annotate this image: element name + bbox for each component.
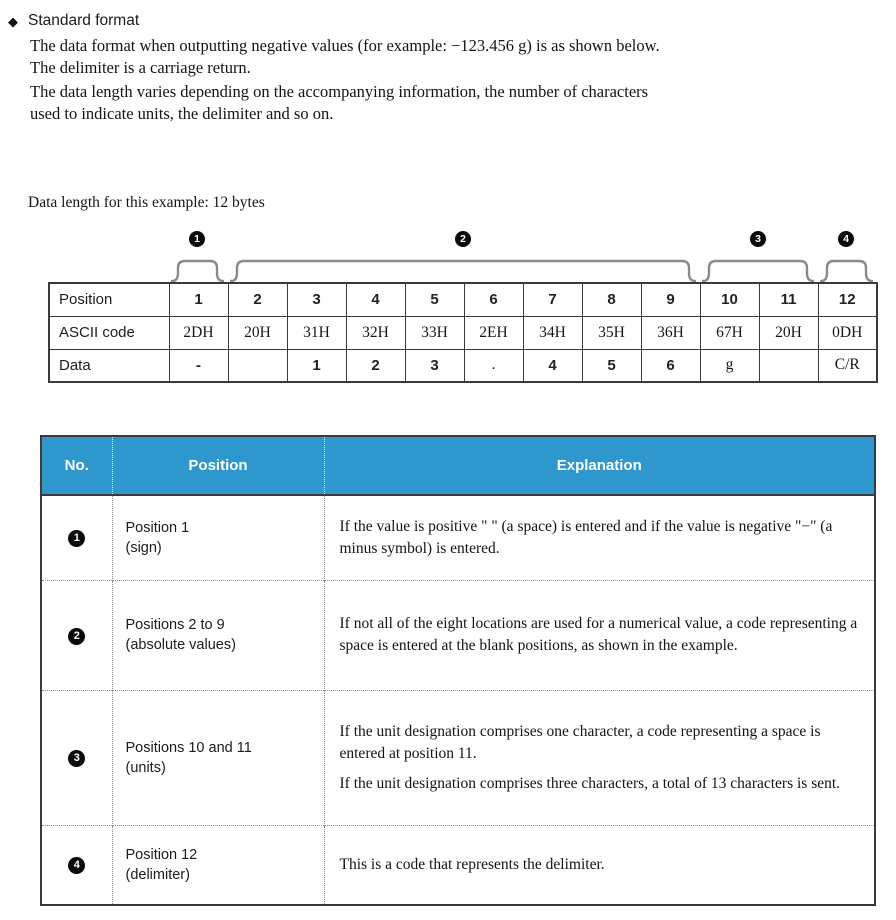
position-cell: 6 xyxy=(464,283,523,316)
group-2-badge: 2 xyxy=(455,231,471,247)
intro-paragraph-1 xyxy=(30,35,660,79)
ascii-cell: 20H xyxy=(228,316,287,349)
explanation-header-row xyxy=(42,437,874,495)
ascii-cell: 31H xyxy=(287,316,346,349)
position-row xyxy=(49,283,877,316)
group-1-badge: 1 xyxy=(189,231,205,247)
paragraph-line: The data format when outputting negative values (for example: −123.456 g) is as shown below. xyxy=(30,36,660,55)
circled-number-badge: 3 xyxy=(68,750,85,767)
position-cell: 11 xyxy=(759,283,818,316)
position-cell: 12 xyxy=(818,283,877,316)
position-desc-cell xyxy=(112,690,324,825)
ascii-cell: 36H xyxy=(641,316,700,349)
explanation-text: If the unit designation comprises one character, a code representing a space is entered at position 11. xyxy=(339,722,821,762)
position-cell: 5 xyxy=(405,283,464,316)
data-cell: C/R xyxy=(818,349,877,382)
table-row xyxy=(42,690,874,825)
position-line: (sign) xyxy=(125,539,162,556)
data-cell: 3 xyxy=(405,349,464,382)
ascii-cell: 20H xyxy=(759,316,818,349)
position-line: Position 12 xyxy=(125,846,198,863)
ascii-cell: 2EH xyxy=(464,316,523,349)
ascii-cell: 0DH xyxy=(818,316,877,349)
position-line: Positions 10 and 11 xyxy=(125,739,252,756)
table-row xyxy=(42,580,874,690)
position-cell: 7 xyxy=(523,283,582,316)
paragraph-line: The data length varies depending on the accompanying information, the number of characters xyxy=(30,82,649,101)
position-cell: 3 xyxy=(287,283,346,316)
row-label: Position xyxy=(49,283,169,316)
explanation-cell xyxy=(324,825,874,904)
row-number-cell xyxy=(42,495,112,580)
position-line: (absolute values) xyxy=(125,637,236,653)
row-label: Data xyxy=(49,349,169,382)
column-header-explanation: Explanation xyxy=(324,437,874,495)
data-cell: 5 xyxy=(582,349,641,382)
position-line: (delimiter) xyxy=(125,866,190,883)
explanation-text: This is a code that represents the delimiter. xyxy=(339,855,605,873)
position-cell: 2 xyxy=(228,283,287,316)
table-row xyxy=(42,495,874,580)
data-cell: 2 xyxy=(346,349,405,382)
data-row xyxy=(49,349,877,382)
circled-number-badge: 4 xyxy=(68,857,85,874)
explanation-cell xyxy=(324,580,874,690)
row-number-cell xyxy=(42,690,112,825)
position-line: Position 1 xyxy=(125,519,190,536)
explanation-text: If not all of the eight locations are used for a numerical value, a code representing a space is entered at the blank positions, as shown in the example. xyxy=(339,615,858,654)
paragraph-line: used to indicate units, the delimiter and so on. xyxy=(30,104,334,123)
row-number-cell xyxy=(42,825,112,904)
position-desc-cell xyxy=(112,495,324,580)
column-header-position: Position xyxy=(112,437,324,495)
ascii-cell: 34H xyxy=(523,316,582,349)
group-4-bracket-icon xyxy=(820,253,873,284)
data-cell: 4 xyxy=(523,349,582,382)
ascii-cell: 33H xyxy=(405,316,464,349)
position-cell: 9 xyxy=(641,283,700,316)
position-cell: 10 xyxy=(700,283,759,316)
position-cell: 4 xyxy=(346,283,405,316)
position-cell: 1 xyxy=(169,283,228,316)
data-length-note: Data length for this example: 12 bytes xyxy=(28,194,265,211)
data-cell: g xyxy=(700,349,759,382)
diamond-bullet-icon: ◆ xyxy=(8,13,18,29)
position-cell: 8 xyxy=(582,283,641,316)
explanation-cell xyxy=(324,690,874,825)
explanation-table-frame xyxy=(40,435,876,906)
position-desc-cell xyxy=(112,580,324,690)
ascii-code-row xyxy=(49,316,877,349)
position-line: Positions 2 to 9 xyxy=(125,617,225,633)
section-heading xyxy=(8,12,139,30)
ascii-cell: 32H xyxy=(346,316,405,349)
data-cell: 1 xyxy=(287,349,346,382)
ascii-cell: 35H xyxy=(582,316,641,349)
group-2-bracket-icon xyxy=(230,253,696,284)
circled-number-badge: 2 xyxy=(68,628,85,645)
data-cell xyxy=(228,349,287,382)
circled-number-badge: 1 xyxy=(68,530,85,547)
row-number-cell xyxy=(42,580,112,690)
group-1-bracket-icon xyxy=(171,253,224,284)
explanation-cell xyxy=(324,495,874,580)
ascii-cell: 2DH xyxy=(169,316,228,349)
row-label: ASCII code xyxy=(49,316,169,349)
paragraph-line: The delimiter is a carriage return. xyxy=(30,58,251,77)
group-4-badge: 4 xyxy=(838,231,854,247)
ascii-format-table xyxy=(48,282,878,383)
intro-paragraph-2 xyxy=(30,81,648,125)
column-header-no: No. xyxy=(42,437,112,495)
section-title: Standard format xyxy=(28,12,140,29)
explanation-text: If the value is positive " " (a space) is entered and if the value is negative "−" (a minus symbol) is entered. xyxy=(339,517,833,557)
explanation-text: If the unit designation comprises three characters, a total of 13 characters is sent. xyxy=(339,774,841,792)
ascii-cell: 67H xyxy=(700,316,759,349)
data-cell: - xyxy=(169,349,228,382)
group-bracket-diagram xyxy=(48,228,876,284)
group-3-badge: 3 xyxy=(750,231,766,247)
position-line: (units) xyxy=(125,759,166,776)
explanation-table xyxy=(42,437,874,904)
data-cell: . xyxy=(464,349,523,382)
data-cell: 6 xyxy=(641,349,700,382)
group-3-bracket-icon xyxy=(702,253,814,284)
position-desc-cell xyxy=(112,825,324,904)
data-cell xyxy=(759,349,818,382)
table-row xyxy=(42,825,874,904)
